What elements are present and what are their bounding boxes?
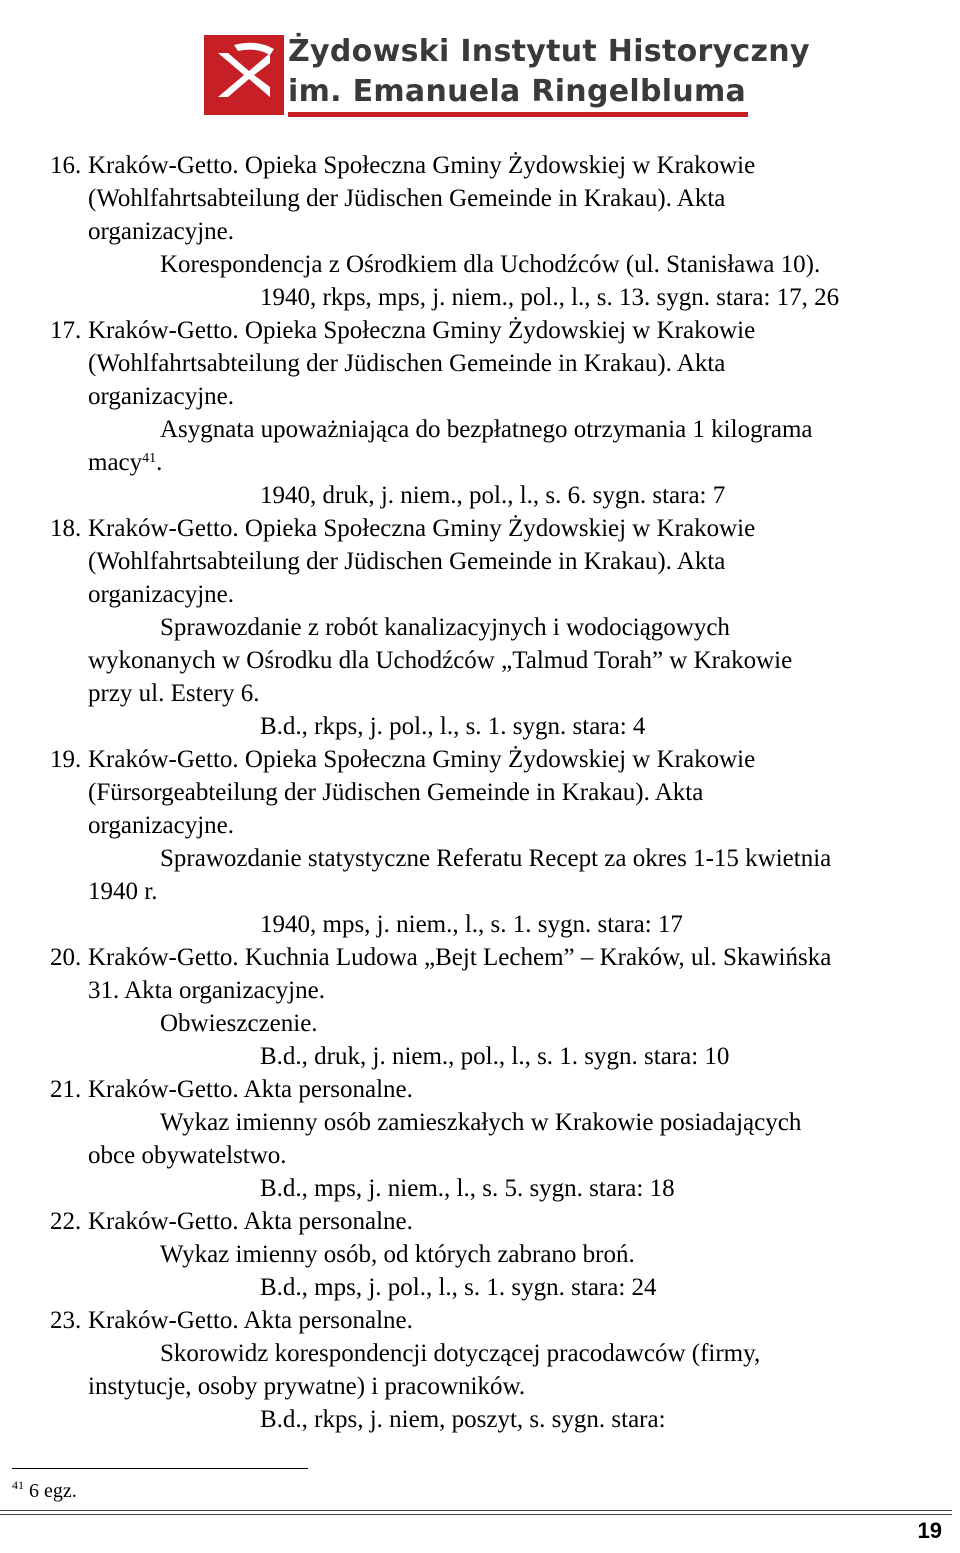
entry-line — [160, 1238, 635, 1271]
entry-line — [88, 446, 162, 479]
entry-line-text: organizacyjne. — [88, 218, 234, 245]
entry-line-text: Kraków-Getto. Opieka Społeczna Gminy Żydowskiej w Krakowie — [88, 317, 756, 344]
entry-line-text: (Wohlfahrtsabteilung der Jüdischen Gemeinde in Krakau). Akta — [88, 548, 726, 575]
entry-number: 19. — [50, 746, 82, 773]
entry-number: 21. — [50, 1076, 82, 1103]
entry-line-text: przy ul. Estery 6. — [88, 680, 260, 707]
entry-line-text: wykonanych w Ośrodku dla Uchodźców „Talmud Torah” w Krakowie — [88, 647, 793, 674]
entry-line-text: B.d., mps, j. niem., l., s. 5. sygn. stara: 18 — [260, 1175, 675, 1202]
entry-line-text: Kraków-Getto. Opieka Społeczna Gminy Żydowskiej w Krakowie — [88, 515, 756, 542]
entry-line — [88, 545, 725, 578]
entry-line-text: 1940, mps, j. niem., l., s. 1. sygn. stara: 17 — [260, 911, 683, 938]
entry-line — [88, 215, 234, 248]
entry-line-text: organizacyjne. — [88, 812, 234, 839]
entry-line-text: (Wohlfahrtsabteilung der Jüdischen Gemeinde in Krakau). Akta — [88, 350, 726, 377]
entry-number: 20. — [50, 944, 82, 971]
zih-logo-icon — [204, 35, 284, 115]
footer-rule — [0, 1510, 952, 1511]
entry-line — [88, 182, 725, 215]
entry-line — [88, 974, 325, 1007]
entry-line — [88, 875, 157, 908]
footnote-text: 6 egz. — [24, 1480, 77, 1502]
entry-line-text: B.d., rkps, j. pol., l., s. 1. sygn. stara: 4 — [260, 713, 646, 740]
header-logo — [198, 30, 810, 122]
entry-line-text: 1940, rkps, mps, j. niem., pol., l., s. 13. sygn. stara: 17, 26 — [260, 284, 840, 311]
footnote-separator — [12, 1468, 308, 1469]
page-footer — [0, 1510, 960, 1548]
entry-line-text: Kraków-Getto. Opieka Społeczna Gminy Żydowskiej w Krakowie — [88, 746, 756, 773]
entry-line — [88, 512, 755, 545]
entry-line-text: Sprawozdanie statystyczne Referatu Recept za okres 1-15 kwietnia — [160, 845, 832, 872]
entry-line — [260, 281, 839, 314]
entry-number: 23. — [50, 1307, 82, 1334]
entry-number: 22. — [50, 1208, 82, 1235]
entry-number: 16. — [50, 152, 82, 179]
entry-line-text: B.d., druk, j. niem., pol., l., s. 1. sygn. stara: 10 — [260, 1043, 730, 1070]
entry-line — [160, 842, 831, 875]
entry-line — [260, 710, 645, 743]
entry-line — [88, 1073, 413, 1106]
entry-line-text: Skorowidz korespondencji dotyczącej pracodawców (firmy, — [160, 1340, 761, 1367]
entry-number: 18. — [50, 515, 82, 542]
entry-line — [88, 314, 755, 347]
entry-line — [88, 776, 703, 809]
entry-line — [88, 644, 792, 677]
entry-line — [260, 908, 683, 941]
entry-line — [88, 149, 755, 182]
entry-line — [88, 1205, 413, 1238]
entry-line — [88, 380, 234, 413]
entry-line — [260, 1403, 666, 1436]
entry-line — [88, 941, 831, 974]
page-number: 19 — [917, 1518, 942, 1543]
entry-line-text: Asygnata upoważniająca do bezpłatnego otrzymania 1 kilograma — [160, 416, 813, 443]
entry-line-text: (Fürsorgeabteilung der Jüdischen Gemeinde in Krakau). Akta — [88, 779, 704, 806]
entry-line-text: instytucje, osoby prywatne) i pracowników. — [88, 1373, 526, 1400]
entry-line — [88, 677, 259, 710]
entry-line-text: Kraków-Getto. Akta personalne. — [88, 1076, 413, 1103]
footnote — [12, 1480, 77, 1503]
entry-line — [88, 743, 755, 776]
entry-line-text: Wykaz imienny osób, od których zabrano broń. — [160, 1241, 635, 1268]
entry-line-text: 31. Akta organizacyjne. — [88, 977, 325, 1004]
entry-line — [88, 1139, 287, 1172]
entry-line — [260, 1172, 675, 1205]
entry-line-text: Obwieszczenie. — [160, 1010, 318, 1037]
entry-line — [88, 1304, 413, 1337]
entry-line — [88, 347, 725, 380]
entry-line — [160, 413, 813, 446]
entry-line-text: (Wohlfahrtsabteilung der Jüdischen Gemeinde in Krakau). Akta — [88, 185, 726, 212]
entry-line-text: 1940, druk, j. niem., pol., l., s. 6. sygn. stara: 7 — [260, 482, 726, 509]
entry-line-text: Kraków-Getto. Kuchnia Ludowa „Bejt Lechem” – Kraków, ul. Skawińska — [88, 944, 832, 971]
entry-line-text: Kraków-Getto. Akta personalne. — [88, 1208, 413, 1235]
footnote-mark: 41 — [12, 1478, 24, 1492]
entry-line-text: B.d., mps, j. pol., l., s. 1. sygn. stara: 24 — [260, 1274, 657, 1301]
entry-line — [160, 1106, 801, 1139]
entry-line — [260, 1271, 657, 1304]
entry-line-text: 1940 r. — [88, 878, 158, 905]
entry-line-text: organizacyjne. — [88, 581, 234, 608]
entry-line-text: Sprawozdanie z robót kanalizacyjnych i wodociągowych — [160, 614, 730, 641]
entry-line-text: Kraków-Getto. Opieka Społeczna Gminy Żydowskiej w Krakowie — [88, 152, 756, 179]
footnote-reference: 41 — [142, 451, 157, 466]
entry-line — [160, 1007, 318, 1040]
entry-line — [160, 611, 730, 644]
entry-line — [260, 1040, 729, 1073]
entry-line — [88, 809, 234, 842]
entry-line — [160, 248, 820, 281]
entry-line-text: obce obywatelstwo. — [88, 1142, 287, 1169]
entry-line-text: Korespondencja z Ośrodkiem dla Uchodźców (ul. Stanisława 10). — [160, 251, 821, 278]
entry-line-text: B.d., rkps, j. niem, poszyt, s. sygn. stara: — [260, 1406, 666, 1433]
entry-line-text: Kraków-Getto. Akta personalne. — [88, 1307, 413, 1334]
logo-subtitle: im. Emanuela Ringelbluma — [288, 74, 747, 109]
entry-line — [88, 578, 234, 611]
entry-line — [88, 1370, 525, 1403]
logo-underline — [288, 112, 748, 117]
entry-number: 17. — [50, 317, 82, 344]
logo-title: Żydowski Instytut Historyczny — [288, 34, 810, 69]
entry-line-text: organizacyjne. — [88, 383, 234, 410]
entry-line-suffix: . — [156, 449, 163, 476]
entry-line — [160, 1337, 760, 1370]
entry-line-text: macy — [88, 449, 143, 476]
entry-line-text: Wykaz imienny osób zamieszkałych w Krakowie posiadających — [160, 1109, 802, 1136]
entry-line — [260, 479, 725, 512]
footer-rule — [0, 1514, 952, 1515]
